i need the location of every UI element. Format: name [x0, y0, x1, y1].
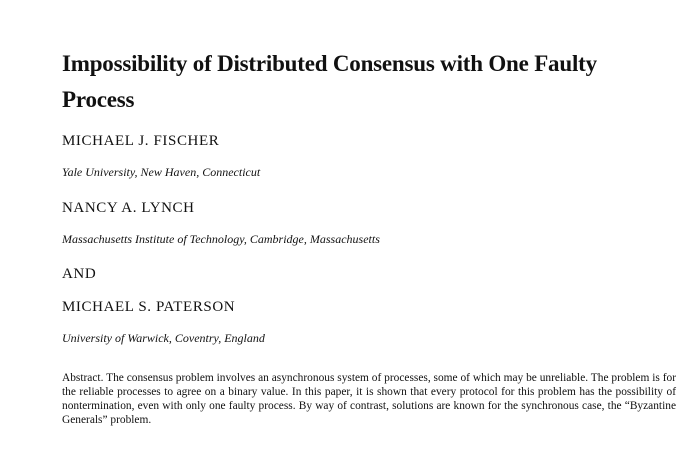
author-affiliation: Massachusetts Institute of Technology, Cambridge, Massachusetts — [62, 232, 380, 246]
author-name: MICHAEL S. PATERSON — [62, 299, 236, 315]
author-name: NANCY A. LYNCH — [62, 200, 195, 216]
author-conjunction: AND — [62, 266, 97, 282]
author-name: MICHAEL J. FISCHER — [62, 133, 220, 149]
author-affiliation: Yale University, New Haven, Connecticut — [62, 165, 261, 179]
paper-title: Impossibility of Distributed Consensus with One Faulty Process — [62, 51, 597, 112]
abstract-paragraph: Abstract. The consensus problem involves an asynchronous system of processes, some of which may be unreliable. The problem is for the reliable processes to agree on a binary value. In this paper, it is shown that every protocol for this problem has the possibility of nontermination, even with only one faulty process. By way of contrast, solutions are known for the synchronous case, the “Byzantine Generals” problem. — [62, 372, 676, 426]
author-affiliation: University of Warwick, Coventry, England — [62, 331, 265, 345]
